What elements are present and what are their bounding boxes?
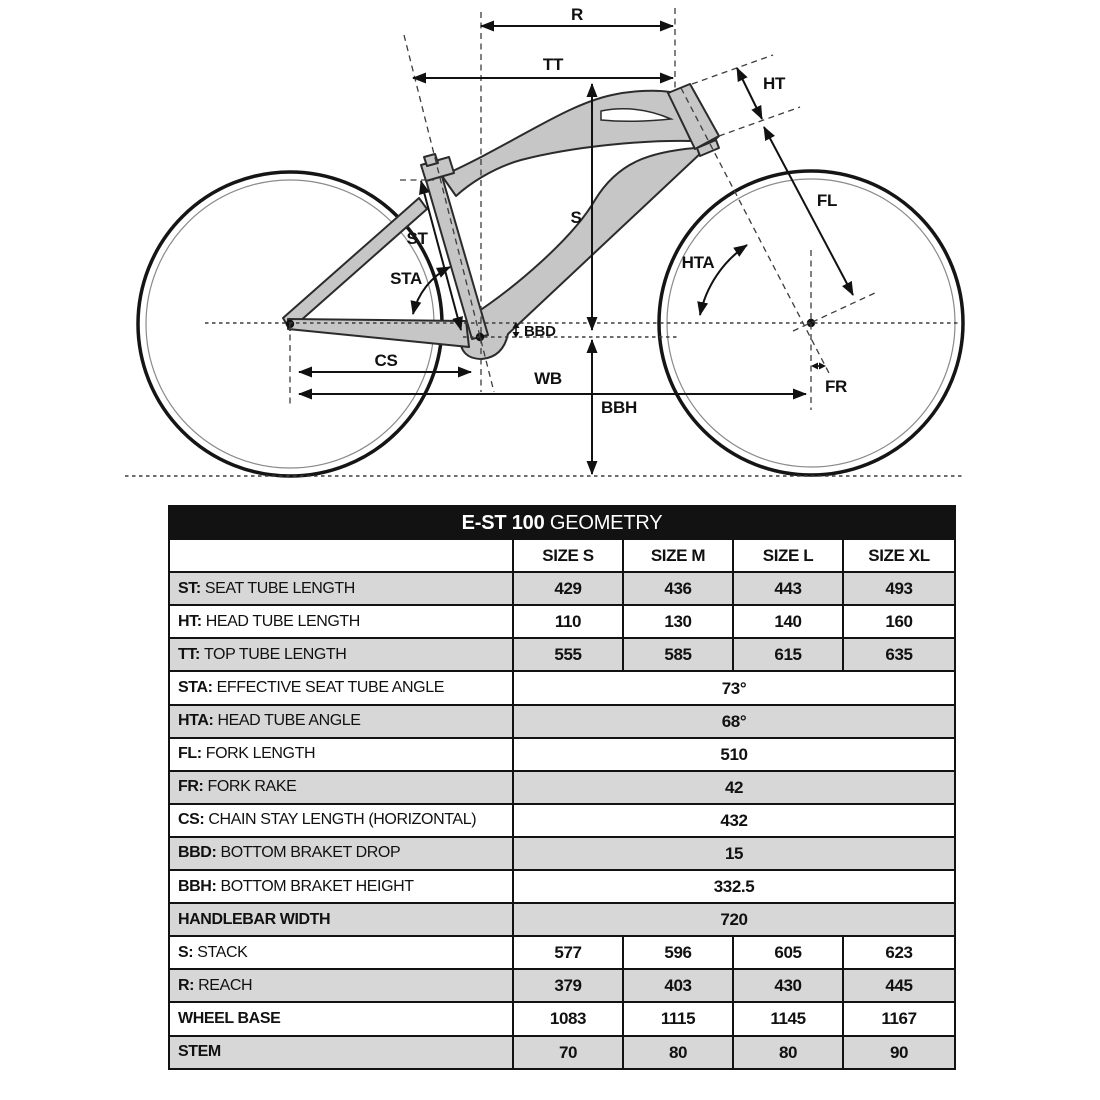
row-value: 555 <box>513 638 623 671</box>
fork-rake-arrow-left <box>811 363 818 370</box>
table-row <box>169 638 955 671</box>
row-value: 623 <box>843 936 955 969</box>
row-value: 585 <box>623 638 733 671</box>
row-value: 140 <box>733 605 843 638</box>
row-value-merged: 73° <box>513 671 955 704</box>
row-value: 403 <box>623 969 733 1002</box>
top-tube-label: TT <box>542 55 564 74</box>
head-tube-arrow <box>737 68 762 119</box>
row-value: 596 <box>623 936 733 969</box>
table-row <box>169 804 955 837</box>
table-row <box>169 671 955 704</box>
table-row <box>169 705 955 738</box>
table-title-suffix: GEOMETRY <box>544 511 663 534</box>
table-row <box>169 870 955 903</box>
size-col-header-s: SIZE S <box>513 539 623 572</box>
table-row <box>169 771 955 804</box>
frame-seat-stays <box>283 198 427 330</box>
seat-tube-label: ST <box>406 229 428 248</box>
fork-length-arrow <box>764 127 853 295</box>
table-row <box>169 572 955 605</box>
row-value: 130 <box>623 605 733 638</box>
row-value: 70 <box>513 1036 623 1069</box>
front-hub-perpendicular-line <box>793 292 877 331</box>
row-value: 429 <box>513 572 623 605</box>
size-col-header-xl: SIZE XL <box>843 539 955 572</box>
row-value: 430 <box>733 969 843 1002</box>
table-title <box>169 506 955 539</box>
row-label: FL: FORK LENGTH <box>169 738 513 771</box>
row-value: 1167 <box>843 1002 955 1035</box>
table-row <box>169 605 955 638</box>
table-row <box>169 969 955 1002</box>
row-value: 493 <box>843 572 955 605</box>
row-value-merged: 332.5 <box>513 870 955 903</box>
row-value: 1145 <box>733 1002 843 1035</box>
size-col-header-m: SIZE M <box>623 539 733 572</box>
table-row <box>169 837 955 870</box>
row-value: 436 <box>623 572 733 605</box>
row-label: STEM <box>169 1036 513 1069</box>
row-value: 1083 <box>513 1002 623 1035</box>
row-value: 80 <box>623 1036 733 1069</box>
wheel-base-label: WB <box>534 369 562 388</box>
row-value: 605 <box>733 936 843 969</box>
table-row <box>169 738 955 771</box>
row-label: HT: HEAD TUBE LENGTH <box>169 605 513 638</box>
row-label: TT: TOP TUBE LENGTH <box>169 638 513 671</box>
row-value: 379 <box>513 969 623 1002</box>
row-label: HTA: HEAD TUBE ANGLE <box>169 705 513 738</box>
fork-rake-arrow-right <box>819 363 826 370</box>
table-row <box>169 903 955 936</box>
row-value: 80 <box>733 1036 843 1069</box>
row-label: FR: FORK RAKE <box>169 771 513 804</box>
row-label: STA: EFFECTIVE SEAT TUBE ANGLE <box>169 671 513 704</box>
row-label: S: STACK <box>169 936 513 969</box>
size-col-header-l: SIZE L <box>733 539 843 572</box>
bike-geometry-diagram <box>0 0 1100 500</box>
row-value-merged: 432 <box>513 804 955 837</box>
stack-label: S <box>570 208 582 227</box>
row-value: 615 <box>733 638 843 671</box>
row-label: WHEEL BASE <box>169 1002 513 1035</box>
row-value: 443 <box>733 572 843 605</box>
fork-length-label: FL <box>816 191 838 210</box>
table-row <box>169 1002 955 1035</box>
row-value-merged: 42 <box>513 771 955 804</box>
row-label: ST: SEAT TUBE LENGTH <box>169 572 513 605</box>
row-value-merged: 15 <box>513 837 955 870</box>
seat-angle-label: STA <box>390 269 422 288</box>
row-value: 445 <box>843 969 955 1002</box>
head-tube-bottom-extension <box>719 107 800 136</box>
table-title-model: E-ST 100 <box>461 511 545 534</box>
reach-label: R <box>571 5 583 24</box>
head-tube-label: HT <box>762 74 786 93</box>
row-label: R: REACH <box>169 969 513 1002</box>
row-value: 160 <box>843 605 955 638</box>
row-value: 635 <box>843 638 955 671</box>
chain-stay-label: CS <box>374 351 398 370</box>
bb-drop-label: BBD <box>524 323 556 340</box>
table-body <box>169 572 955 1068</box>
bb-height-label: BBH <box>601 398 637 417</box>
row-value-merged: 68° <box>513 705 955 738</box>
table-title-row <box>169 506 955 539</box>
row-value: 110 <box>513 605 623 638</box>
row-label: CS: CHAIN STAY LENGTH (HORIZONTAL) <box>169 804 513 837</box>
head-tube-top-extension <box>692 55 773 84</box>
frame-chain-stays <box>288 319 469 347</box>
row-value: 90 <box>843 1036 955 1069</box>
corner-cell <box>169 539 513 572</box>
row-label: HANDLEBAR WIDTH <box>169 903 513 936</box>
fork-rake-label: FR <box>824 377 848 396</box>
row-label: BBD: BOTTOM BRAKET DROP <box>169 837 513 870</box>
row-value: 1115 <box>623 1002 733 1035</box>
row-label: BBH: BOTTOM BRAKET HEIGHT <box>169 870 513 903</box>
table-row <box>169 1036 955 1069</box>
head-angle-label: HTA <box>681 253 715 272</box>
geometry-table <box>168 505 956 1070</box>
row-value-merged: 510 <box>513 738 955 771</box>
table-header-row <box>169 539 955 572</box>
row-value-merged: 720 <box>513 903 955 936</box>
row-value: 577 <box>513 936 623 969</box>
table-row <box>169 936 955 969</box>
